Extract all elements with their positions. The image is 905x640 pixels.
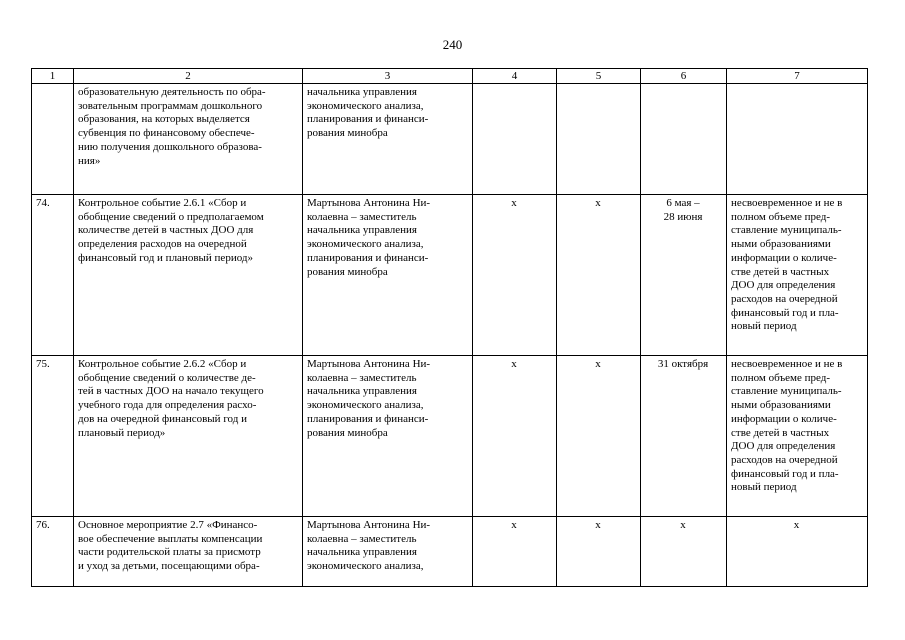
responsible-person: начальника управления экономического анализа, планирования и финанси- рования минобра	[303, 84, 473, 195]
deadline: 6 мая – 28 июня	[641, 195, 727, 356]
responsible-person: Мартынова Антонина Ни- колаевна – заместитель начальника управления экономического анализа, планирования и финанси- рования минобра	[303, 195, 473, 356]
row-number: 74.	[32, 195, 74, 356]
event-name: Контрольное событие 2.6.2 «Сбор и обобщение сведений о количестве де- тей в частных ДОО на начало текущего учебного года для определения расхо- дов на очередной финансовый год и плановый период»	[74, 356, 303, 517]
header-cell: 2	[74, 69, 303, 84]
table-row	[32, 195, 868, 356]
header-cell: 6	[641, 69, 727, 84]
table-row	[32, 356, 868, 517]
deadline	[641, 84, 727, 195]
event-name: Основное мероприятие 2.7 «Финансо- вое обеспечение выплаты компенсации части родительской платы за присмотр и уход за детьми, посещающими обра-	[74, 517, 303, 587]
header-cell: 7	[727, 69, 868, 84]
col5-value: х	[557, 517, 641, 587]
program-table	[31, 68, 868, 587]
row-number	[32, 84, 74, 195]
row-number: 75.	[32, 356, 74, 517]
header-cell: 1	[32, 69, 74, 84]
risk-description	[727, 84, 868, 195]
table-row	[32, 517, 868, 587]
col4-value: х	[473, 517, 557, 587]
event-name: Контрольное событие 2.6.1 «Сбор и обобщение сведений о предполагаемом количестве детей в частных ДОО для определения расходов на очередной финансовый год и плановый период»	[74, 195, 303, 356]
risk-description: х	[727, 517, 868, 587]
col4-value	[473, 84, 557, 195]
deadline: 31 октября	[641, 356, 727, 517]
event-name: образовательную деятельность по обра- зовательным программам дошкольного образования, на которых выделяется субвенция по финансовому обеспече- нию получения дошкольного образова- ния»	[74, 84, 303, 195]
col4-value: х	[473, 195, 557, 356]
responsible-person: Мартынова Антонина Ни- колаевна – заместитель начальника управления экономического анализа,	[303, 517, 473, 587]
header-cell: 5	[557, 69, 641, 84]
col5-value: х	[557, 356, 641, 517]
risk-description: несвоевременное и не в полном объеме пред- ставление муниципаль- ными образованиями информации о количе- стве детей в частных ДОО для определения расходов на очередной финансовый год и пла- новый период	[727, 356, 868, 517]
header-cell: 4	[473, 69, 557, 84]
row-number: 76.	[32, 517, 74, 587]
header-cell: 3	[303, 69, 473, 84]
risk-description: несвоевременное и не в полном объеме пред- ставление муниципаль- ными образованиями информации о количе- стве детей в частных ДОО для определения расходов на очередной финансовый год и пла- новый период	[727, 195, 868, 356]
deadline: х	[641, 517, 727, 587]
page-number: 240	[442, 37, 463, 52]
table-row	[32, 84, 868, 195]
col5-value	[557, 84, 641, 195]
responsible-person: Мартынова Антонина Ни- колаевна – заместитель начальника управления экономического анализа, планирования и финанси- рования минобра	[303, 356, 473, 517]
column-number-header	[32, 69, 868, 84]
col5-value: х	[557, 195, 641, 356]
col4-value: х	[473, 356, 557, 517]
